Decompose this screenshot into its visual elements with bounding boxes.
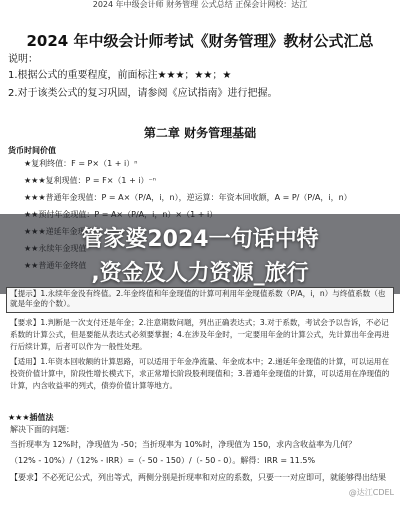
top-bar: 2024 年中级会计师 财务管理 公式总结 正保会计网校：达江 (92, 0, 308, 9)
formula-compound-present: ★★★复利现值：P = F×（1 + i）⁻ⁿ (24, 176, 156, 185)
interpolation-line-3: （12% - 10%）/（12% - IRR）=（- 50 - 150）/（- 50 - 0）。解得：IRR = 11.5% (10, 456, 316, 465)
interpolation-line-2: 当折现率为 12%时，净现值为 -50；当折现率为 10%时，净现值为 150，求内含收益率为几何？ (10, 440, 357, 449)
document-title: 2024 年中级会计师考试《财务管理》教材公式汇总 (26, 32, 374, 50)
watermark: @达江CDEL (348, 488, 394, 497)
application-paragraph: 【适用】1.年资本回收额的计算思路，可以适用于年金净流量、年金成本中；2.递延年金现值的计算，可以运用在投资价值计算中，阶段性增长模式下，求正常增长阶段股利现值和；3.普通年金现值的计算，可以适用在净现值的计算，内含收益率的列式，债券价值计算等地方。 (10, 357, 390, 390)
formula-annuity-present: ★★★普通年金现值：P = A×（P/A，i，n），逆运算：年资本回收额，A = P/（P/A，i，n） (24, 193, 352, 202)
overlay-line-1: 管家婆2024一句话中特 (81, 227, 319, 252)
formula-compound-future: ★复利终值：F = P×（1 + i）ⁿ (24, 159, 138, 168)
requirement-paragraph: 【要求】1.判断是一次支付还是年金；2.注意期数问题，列出正确表达式；3.对于系数，考试会予以告诉，不必记系数的计算公式，但是要能从表达式必须要掌握；4.在涉及年金时，一定要用年金的计算公式，先计算出年金再进行后续计算，后者可以作为一般性处理。 (10, 318, 390, 351)
overlay-line-2: ,资金及人力资源_旅行 (91, 261, 309, 286)
interpolation-heading: ★★★插值法 (8, 413, 54, 422)
notes-item-2: 2.对于该类公式的复习巩固，请参阅《应试指南》进行把握。 (8, 88, 278, 99)
tip-text: 【提示】1.永续年金没有终值。2.年金终值和年金现值的计算可利用年金现值系数（P/A，i，n）与终值系数（也就是年金的个数）。 (10, 289, 386, 308)
notes-item-1: 1.根据公式的重要程度，前面标注★★★；★★；★ (8, 70, 232, 81)
chapter-title: 第二章 财务管理基础 (143, 126, 257, 140)
notes-heading: 说明： (8, 54, 38, 65)
interpolation-line-1: 解决下面的问题： (10, 425, 74, 434)
interpolation-line-4: 【要求】不必死记公式，列出等式，两侧分别是折现率和对应的系数，只要一一对应即可，就能够得出结果 (10, 473, 386, 482)
section-heading: 货币时间价值 (8, 146, 56, 155)
